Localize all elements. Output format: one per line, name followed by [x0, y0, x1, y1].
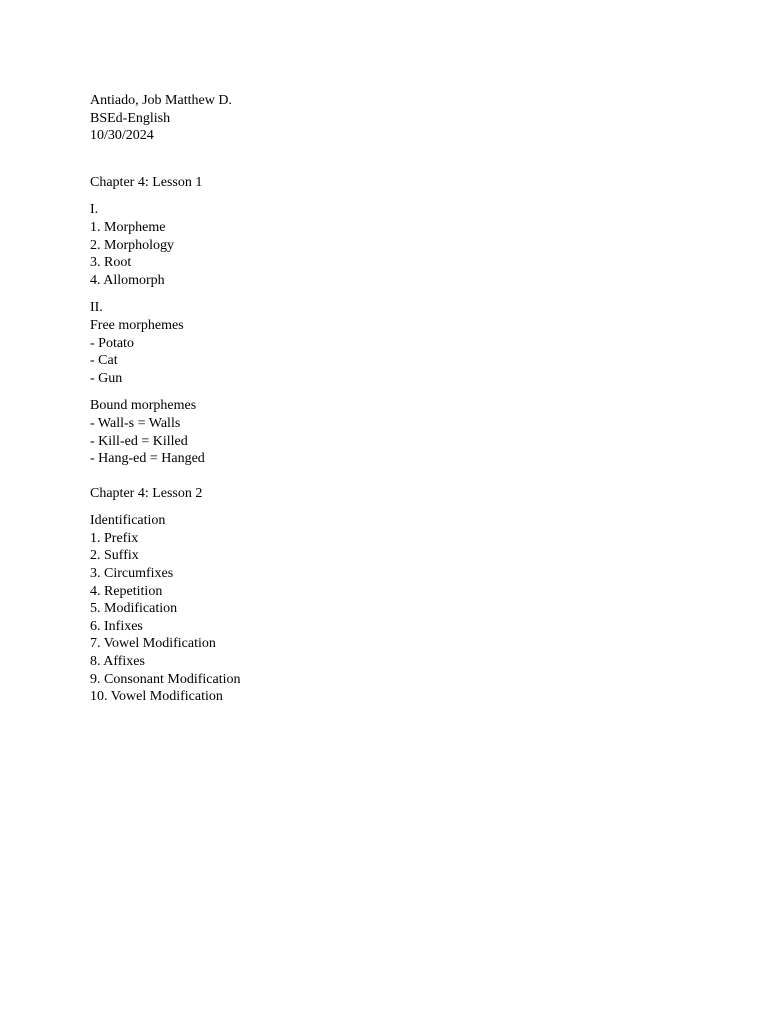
list-item: 1. Prefix — [90, 530, 139, 546]
bound-morphemes-heading: Bound morphemes — [90, 398, 197, 414]
list-item: 10. Vowel Modification — [90, 689, 223, 705]
bound-morphemes — [90, 397, 690, 467]
identification-heading: Identification — [90, 513, 166, 529]
lesson1-part1 — [90, 201, 690, 289]
list-item: - Cat — [90, 353, 118, 369]
spacer — [90, 289, 690, 299]
spacer — [90, 502, 690, 512]
list-item: 2. Morphology — [90, 237, 174, 253]
student-name: Antiado, Job Matthew D. — [90, 93, 232, 108]
list-item: 6. Infixes — [90, 618, 143, 634]
list-item: - Wall-s = Walls — [90, 415, 181, 431]
part2-label: II. — [90, 300, 103, 316]
list-item: 7. Vowel Modification — [90, 636, 216, 652]
free-morphemes-heading: Free morphemes — [90, 317, 184, 333]
list-item: 4. Allomorph — [90, 272, 165, 288]
list-item: 3. Root — [90, 255, 132, 271]
student-program: BSEd-English — [90, 110, 171, 126]
document-body — [90, 92, 690, 706]
spacer — [90, 387, 690, 397]
part1-label: I. — [90, 202, 99, 218]
lesson1-title: Chapter 4: Lesson 1 — [90, 174, 203, 190]
list-item: - Kill-ed = Killed — [90, 433, 188, 449]
submission-date: 10/30/2024 — [90, 128, 154, 144]
list-item: 3. Circumfixes — [90, 566, 174, 582]
header-block — [90, 92, 690, 145]
list-item: 8. Affixes — [90, 654, 145, 670]
lesson1-part2 — [90, 299, 690, 387]
spacer — [90, 191, 690, 201]
spacer — [90, 468, 690, 485]
lesson2-title: Chapter 4: Lesson 2 — [90, 485, 203, 501]
identification-section — [90, 512, 690, 706]
list-item: - Gun — [90, 370, 123, 386]
list-item: 1. Morpheme — [90, 219, 166, 235]
list-item: 4. Repetition — [90, 583, 163, 599]
list-item: - Hang-ed = Hanged — [90, 451, 205, 467]
list-item: 2. Suffix — [90, 548, 139, 564]
list-item: 5. Modification — [90, 601, 178, 617]
spacer — [90, 145, 690, 174]
list-item: 9. Consonant Modification — [90, 671, 241, 687]
list-item: - Potato — [90, 335, 134, 351]
